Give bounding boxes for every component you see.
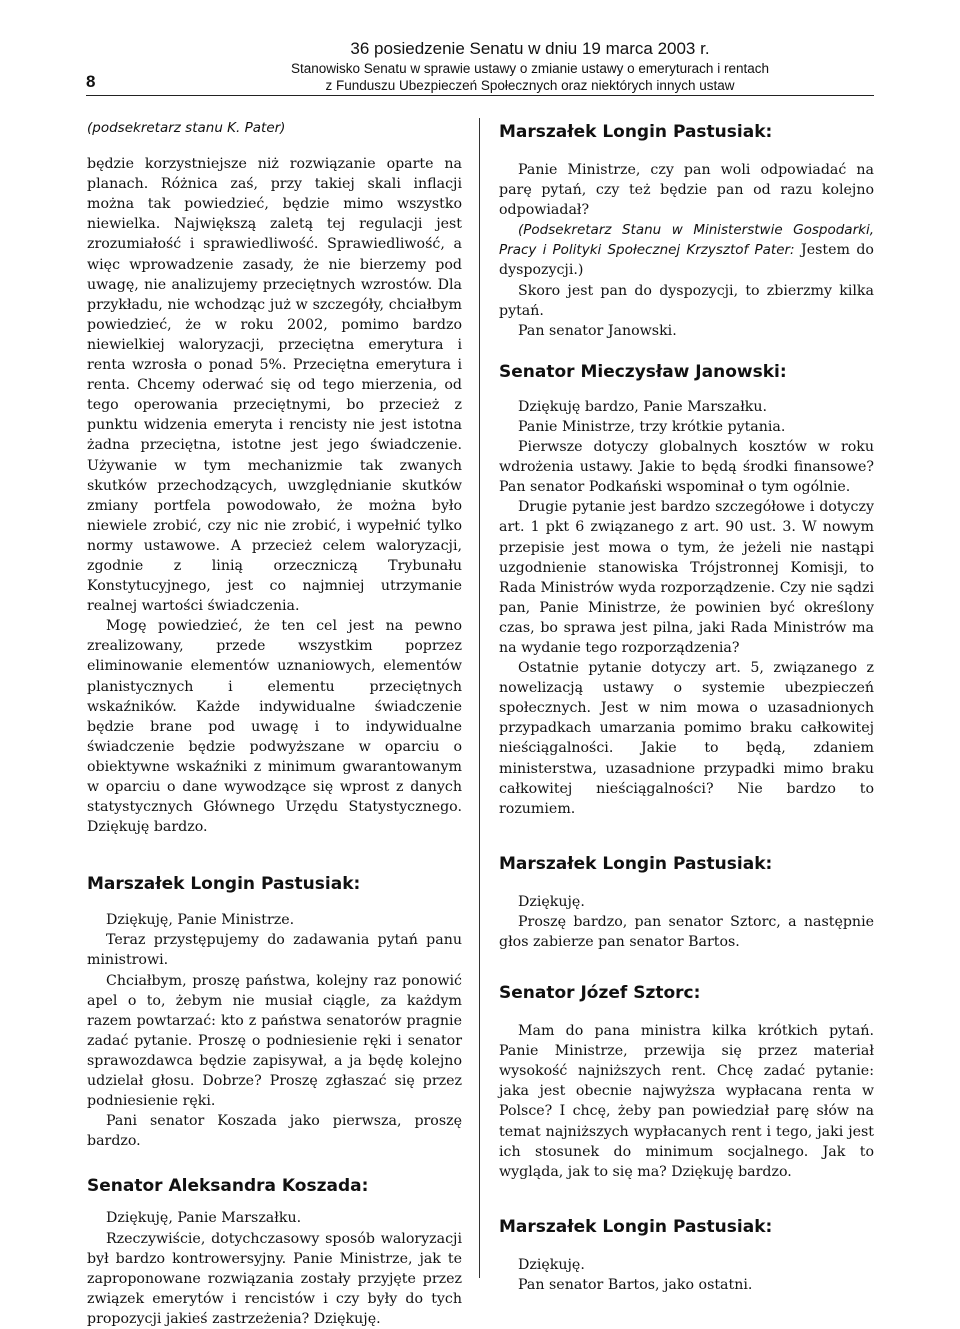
- speaker-heading: Marszałek Longin Pastusiak:: [87, 874, 361, 895]
- paragraph: będzie korzystniejsze niż rozwiązanie oparte na planach. Różnica zaś, przy takiej skali inflacji można tak powiedzieć, będzie mimo wszystko niewielka. Największą zaletą tej regulacji jest zrozumiałość i sprawiedliwość. Sprawiedliwość, a więc wprowadzenie zasady, że nie bierzemy pod uwagę, nie analizujemy przeciętnych wzrostów. Dla przykładu, nie wchodząc już w szczegóły, chciałbym powiedzieć, że w roku 2002, pomimo bardzo niewielkiej waloryzacji, przeciętna emerytura i renta wzrosła o ponad 5%. Przeciętna emerytura i renta. Chcemy oderwać się od tego mierzenia, od tego operowania przeciętnymi, bo przecież z punktu widzenia emeryta i rencisty nie jest istotna żadna przeciętna, istotne jest jego świadczenie. Używanie w tym mechanizmie tak zwanych skutków przechodzących, uwzględnianie skutków zmiany portfela powodowało, że można było niewiele zrobić, czy nic nie zrobić, i wypełnić tylko normy ustawowe. A przecież celem waloryzacji, zgodnie z linią orzeczniczą Trybunału Konstytucyjnego, jest co najmniej utrzymanie realnej wartości świadczenia.: [87, 156, 462, 615]
- paragraph: Pierwsze dotyczy globalnych kosztów w roku wdrożenia ustawy. Jakie to będą środki finansowe? Pan senator Podkański wspominał o tym ogólnie.: [499, 439, 874, 496]
- paragraph: Panie Ministrze, czy pan woli odpowiadać na parę pytań, czy też będzie pan od razu kolejno odpowiadał?: [499, 162, 874, 219]
- speaker-heading: Marszałek Longin Pastusiak:: [499, 1216, 773, 1237]
- speaker-note: (podsekretarz stanu K. Pater): [87, 120, 286, 136]
- speaker-heading: Marszałek Longin Pastusiak:: [499, 122, 773, 142]
- paragraph: Mogę powiedzieć, że ten cel jest na pewno zrealizowany, przede wszystkim poprzez eliminowanie elementów uznaniowych, elementów planistycznych i elementu przeciętnych wskaźników. Każde indywidualne świadczenie będzie brane pod uwagę i to indywidualne świadczenie będzie podwyższane w oparciu o obiektywne wskaźniki z minimum gwarantowanym w oparciu o dane wywodzące się wprost z danych statystycznych Głównego Urzędu Statystycznego. Dziękuję bardzo.: [87, 618, 462, 836]
- speaker-note: (Podsekretarz Stanu w Ministerstwie Gospodarki, Pracy i Polityki Społecznej Krzysztof Pater:: [499, 222, 874, 259]
- paragraph: Pan senator Janowski.: [518, 322, 677, 339]
- speaker-heading: Senator Aleksandra Koszada:: [87, 1176, 369, 1197]
- header-session-title: 36 posiedzenie Senatu w dniu 19 marca 2003 r.: [350, 39, 710, 58]
- paragraph: [499, 220, 874, 280]
- paragraph: Teraz przystępujemy do zadawania pytań panu ministrowi.: [87, 932, 462, 969]
- paragraph: Proszę bardzo, pan senator Sztorc, a następnie głos zabierze pan senator Bartos.: [499, 913, 874, 950]
- left-column: [87, 118, 462, 1329]
- header-subject-line-1: Stanowisko Senatu w sprawie ustawy o zmianie ustawy o emeryturach i rentach: [291, 61, 769, 76]
- page-header: [86, 38, 874, 96]
- header-subject-line-2: z Funduszu Ubezpieczeń Społecznych oraz niektórych innych ustaw: [325, 78, 735, 93]
- right-column: [499, 118, 874, 1295]
- column-divider: [479, 118, 480, 1278]
- paragraph: Drugie pytanie jest bardzo szczegółowe i dotyczy art. 1 pkt 6 związanego z art. 90 ust. 3. W nowym przepisie jest mowa o tym, że jeżeli nie nastąpi uzgodnienie stanowiska Trójstronnej Komisji, to Rada Ministrów wyda rozporządzenie. Czy nie sądzi pan, Panie Ministrze, że powinien być określony czas, bo sprawa jest pilna, jaki Rada Ministrów ma na wydanie tego rozporządzenia?: [499, 499, 874, 656]
- paragraph: Skoro jest pan do dyspozycji, to zbierzmy kilka pytań.: [499, 282, 874, 319]
- page-number: 8: [86, 72, 96, 91]
- paragraph: Dziękuję.: [518, 1256, 585, 1273]
- paragraph: Ostatnie pytanie dotyczy art. 5, związanego z nowelizacją ustawy o systemie ubezpieczeń społecznych. Jest w nim mowa o uzasadnionych przypadkach umarzania pomimo braku całkowitej nieściągalności. Jakie to będą, zdaniem ministerstwa, uzasadnione przypadki mimo braku całkowitej nieściągalności? Nie bardzo to rozumiem.: [499, 660, 874, 817]
- paragraph: Dziękuję bardzo, Panie Marszałku.: [518, 398, 768, 415]
- paragraph: Dziękuję, Panie Marszałku.: [106, 1210, 302, 1227]
- running-header: [186, 38, 874, 94]
- paragraph: Pan senator Bartos, jako ostatni.: [518, 1276, 753, 1293]
- paragraph: Mam do pana ministra kilka krótkich pytań. Panie Ministrze, przewija się przez materiał wysokość najniższych rent. Chcę zadać pytanie: jaka jest obecnie najwyższa wypłacana renta w Polsce? I chcę, żeby pan powiedział parę słów na temat najniższych wypłacanych rent i tego, jaki jest ich stosunek do minimum socjalnego. Jak to wygląda, jak to się ma? Dziękuję bardzo.: [499, 1023, 874, 1180]
- paragraph: Pani senator Koszada jako pierwsza, proszę bardzo.: [87, 1113, 462, 1150]
- paragraph: Rzeczywiście, dotychczasowy sposób waloryzacji był bardzo kontrowersyjny. Panie Ministrze, jak te zaproponowane rozwiązania zostały przyjęte przez związek emerytów i rencistów i czy były do tych propozycji jakieś zastrzeżenia? Dziękuję.: [87, 1230, 462, 1327]
- paragraph: Panie Ministrze, trzy krótkie pytania.: [518, 418, 786, 435]
- note-reply: Jestem do dyspozycji.): [499, 242, 874, 279]
- speaker-heading: Marszałek Longin Pastusiak:: [499, 853, 773, 874]
- paragraph: Dziękuję.: [518, 893, 585, 910]
- paragraph: Chciałbym, proszę państwa, kolejny raz ponowić apel o to, żebym nie musiał ciągle, za każdym razem powtarzać: kto z państwa senatorów pragnie zadać pytanie. Proszę o podniesienie ręki i senator sprawozdawca będzie zapisywał, a ja będę kolejno udzielał głosu. Dobrze? Proszę zgłaszać się przez podniesienie ręki.: [87, 972, 462, 1110]
- speaker-heading: Senator Mieczysław Janowski:: [499, 361, 787, 382]
- paragraph: Dziękuję, Panie Ministrze.: [106, 912, 295, 929]
- speaker-heading: Senator Józef Sztorc:: [499, 983, 701, 1004]
